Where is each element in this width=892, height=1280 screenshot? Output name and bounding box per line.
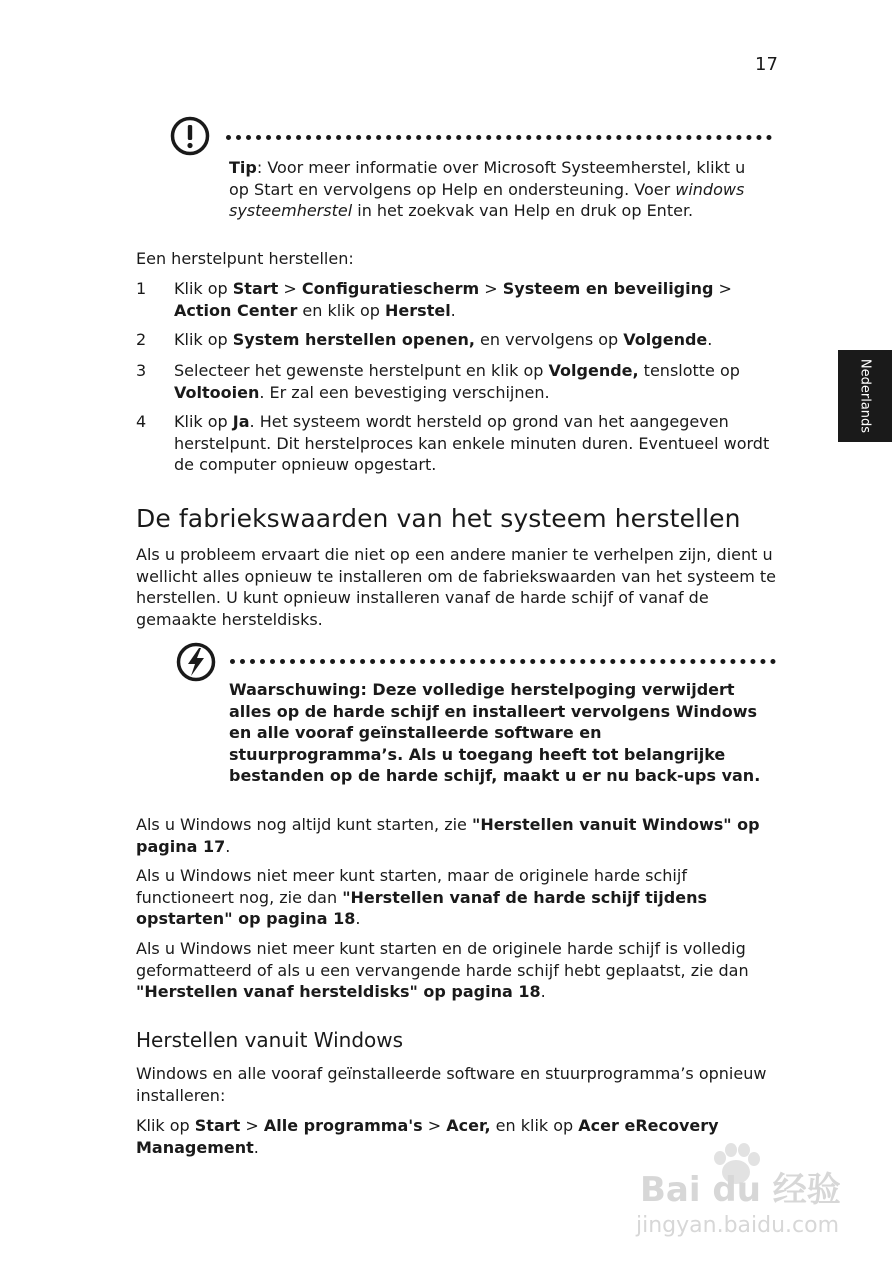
subsection-intro: Windows en alle vooraf geïnstalleerde software en stuurprogramma’s opnieuw installeren: (136, 1064, 767, 1105)
language-tab-label: Nederlands (857, 358, 873, 434)
step-number: 4 (136, 412, 147, 431)
restore-point-intro: Een herstelpunt herstellen: (136, 249, 354, 268)
step-number: 2 (136, 330, 147, 349)
step-text: Klik op System herstellen openen, en vervolgens op Volgende. (174, 330, 713, 349)
step-number: 1 (136, 279, 147, 298)
watermark-brand: Bai du 经验 (640, 1170, 841, 1210)
step-text: Selecteer het gewenste herstelpunt en klik op Volgende, tenslotte op Voltooien. Er zal een bevestiging verschijnen. (174, 361, 740, 402)
watermark-url: jingyan.baidu.com (636, 1213, 840, 1238)
warning-icon (176, 642, 216, 682)
section-intro: Als u probleem ervaart die niet op een andere manier te verhelpen zijn, dient u wellicht alles opnieuw te installeren om de fabriekswaarden van het systeem te herstellen. U kunt opnieuw installeren vanaf de harde schijf of vanaf de gemaakte hersteldisks. (136, 545, 777, 629)
link-herstellen-vanuit-windows[interactable]: "Herstellen vanuit Windows" op pagina 17 (136, 815, 760, 856)
link-herstellen-vanaf-harde-schijf[interactable]: "Herstellen vanaf de harde schijf tijdens opstarten" op pagina 18 (136, 887, 707, 928)
warning-text: Waarschuwing: Deze volledige herstelpoging verwijdert alles op de harde schijf en installeert vervolgens Windows en alle vooraf geïnstalleerde software en stuurprogramma’s. Als u toegang heeft tot belangrijke bestanden op de harde schijf, maakt u er nu back-ups van. (229, 680, 761, 785)
subsection-steps: Klik op Start > Alle programma's > Acer, en klik op Acer eRecovery Management. (136, 1116, 719, 1157)
section-title: De fabriekswaarden van het systeem herstellen (136, 504, 741, 533)
paragraph-windows-starts: Als u Windows nog altijd kunt starten, zie "Herstellen vanuit Windows" op pagina 17. (136, 815, 760, 856)
paragraph-harddisk-formatted: Als u Windows niet meer kunt starten en de originele harde schijf is volledig geformatteerd of als u een vervangende harde schijf hebt geplaatst, zie dan "Herstellen vanaf hersteldisks" op pagina 18. (136, 939, 749, 1001)
step-text: Klik op Ja. Het systeem wordt hersteld op grond van het aangegeven herstelpunt. Dit herstelproces kan enkele minuten duren. Eventueel wordt de computer opnieuw opgestart. (174, 412, 770, 474)
language-side-tab (838, 350, 892, 442)
tip-text: Tip: Voor meer informatie over Microsoft Systeemherstel, klikt u op Start en vervolgens op Help en ondersteuning. Voer windows systeemherstel in het zoekvak van Help en druk op Enter. (229, 158, 746, 220)
step-number: 3 (136, 361, 147, 380)
page-number: 17 (755, 54, 778, 75)
subsection-title: Herstellen vanuit Windows (136, 1028, 404, 1052)
warning-divider (230, 659, 776, 664)
step-text: Klik op Start > Configuratiescherm > Systeem en beveiliging > Action Center en klik op Herstel. (174, 279, 732, 320)
paragraph-harddisk-works: Als u Windows niet meer kunt starten, maar de originele harde schijf functioneert nog, zie dan "Herstellen vanaf de harde schijf tijdens opstarten" op pagina 18. (136, 866, 707, 928)
exclamation-icon (170, 116, 210, 156)
tip-divider (226, 135, 772, 140)
link-herstellen-vanaf-hersteldisks[interactable]: "Herstellen vanaf hersteldisks" op pagina 18 (136, 982, 541, 1001)
